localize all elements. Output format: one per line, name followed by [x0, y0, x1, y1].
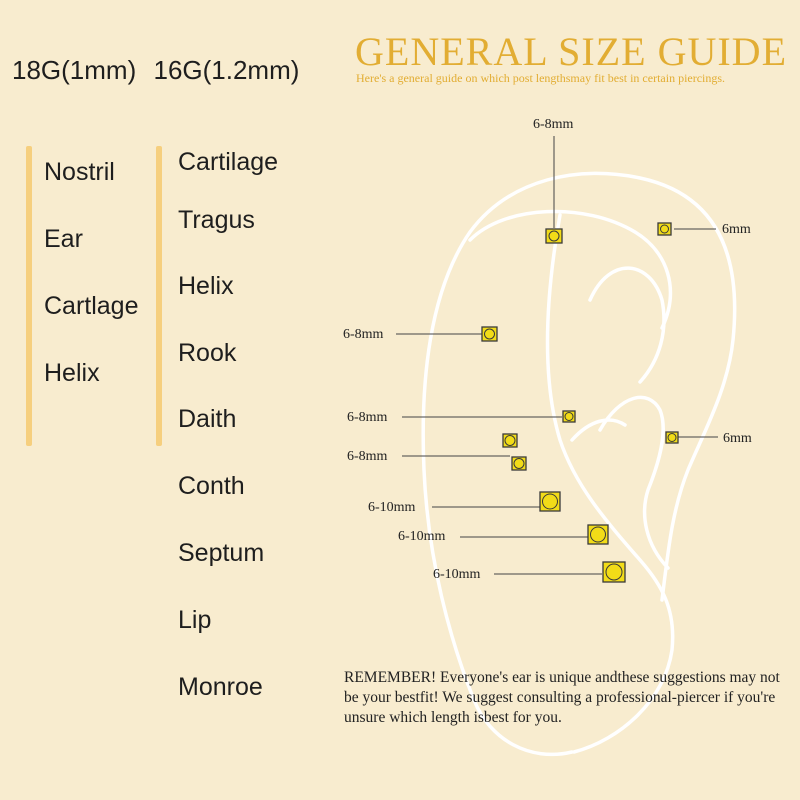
label-16g-monroe: Monroe [178, 673, 263, 701]
label-18g-helix: Helix [44, 359, 100, 387]
label-18g-nostril: Nostril [44, 158, 115, 186]
stud-icon [546, 229, 562, 243]
label-18g-ear: Ear [44, 225, 83, 253]
label-18g-cartlage: Cartlage [44, 292, 139, 320]
label-16g-daith: Daith [178, 405, 237, 433]
size-label-conch-3: 6-10mm [433, 567, 481, 582]
size-label-rook: 6-8mm [343, 327, 384, 342]
page-subtitle: Here's a general guide on which post lengthsmay fit best in certain piercings. [356, 71, 726, 85]
size-label-tragus: 6mm [723, 431, 752, 446]
stud-icon [512, 457, 526, 470]
stud-icon [588, 525, 608, 544]
size-label-conch-1: 6-10mm [368, 500, 416, 515]
gauge-18g: 18G(1mm) [12, 55, 137, 85]
size-label-conch-2: 6-10mm [398, 529, 446, 544]
size-label-conch-upper: 6-8mm [347, 449, 388, 464]
size-label-daith: 6-8mm [347, 410, 388, 425]
label-16g-rook: Rook [178, 339, 237, 367]
label-16g-tragus: Tragus [178, 206, 255, 234]
gauge-16g: 16G(1.2mm) [153, 55, 300, 85]
reminder-note: REMEMBER! Everyone's ear is unique andthese suggestions may not be your bestfit! We suggest consulting a professional-piercer if you're unsure which length isbest for you. [344, 669, 780, 726]
stud-icon [603, 562, 625, 582]
stud-icon [540, 492, 560, 511]
stud-icon [482, 327, 497, 341]
stud-icon [503, 434, 517, 447]
size-label-upper-right: 6mm [722, 222, 751, 237]
size-label-top: 6-8mm [533, 117, 574, 132]
stud-icon [658, 223, 671, 235]
label-16g-conth: Conth [178, 472, 245, 500]
label-16g-septum: Septum [178, 539, 265, 567]
page-title: GENERAL SIZE GUIDE [355, 29, 788, 74]
stud-icon [666, 432, 678, 443]
label-16g-helix: Helix [178, 272, 234, 300]
label-16g-cartilage: Cartilage [178, 148, 279, 176]
label-16g-lip: Lip [178, 606, 212, 634]
stud-icon [563, 411, 575, 422]
